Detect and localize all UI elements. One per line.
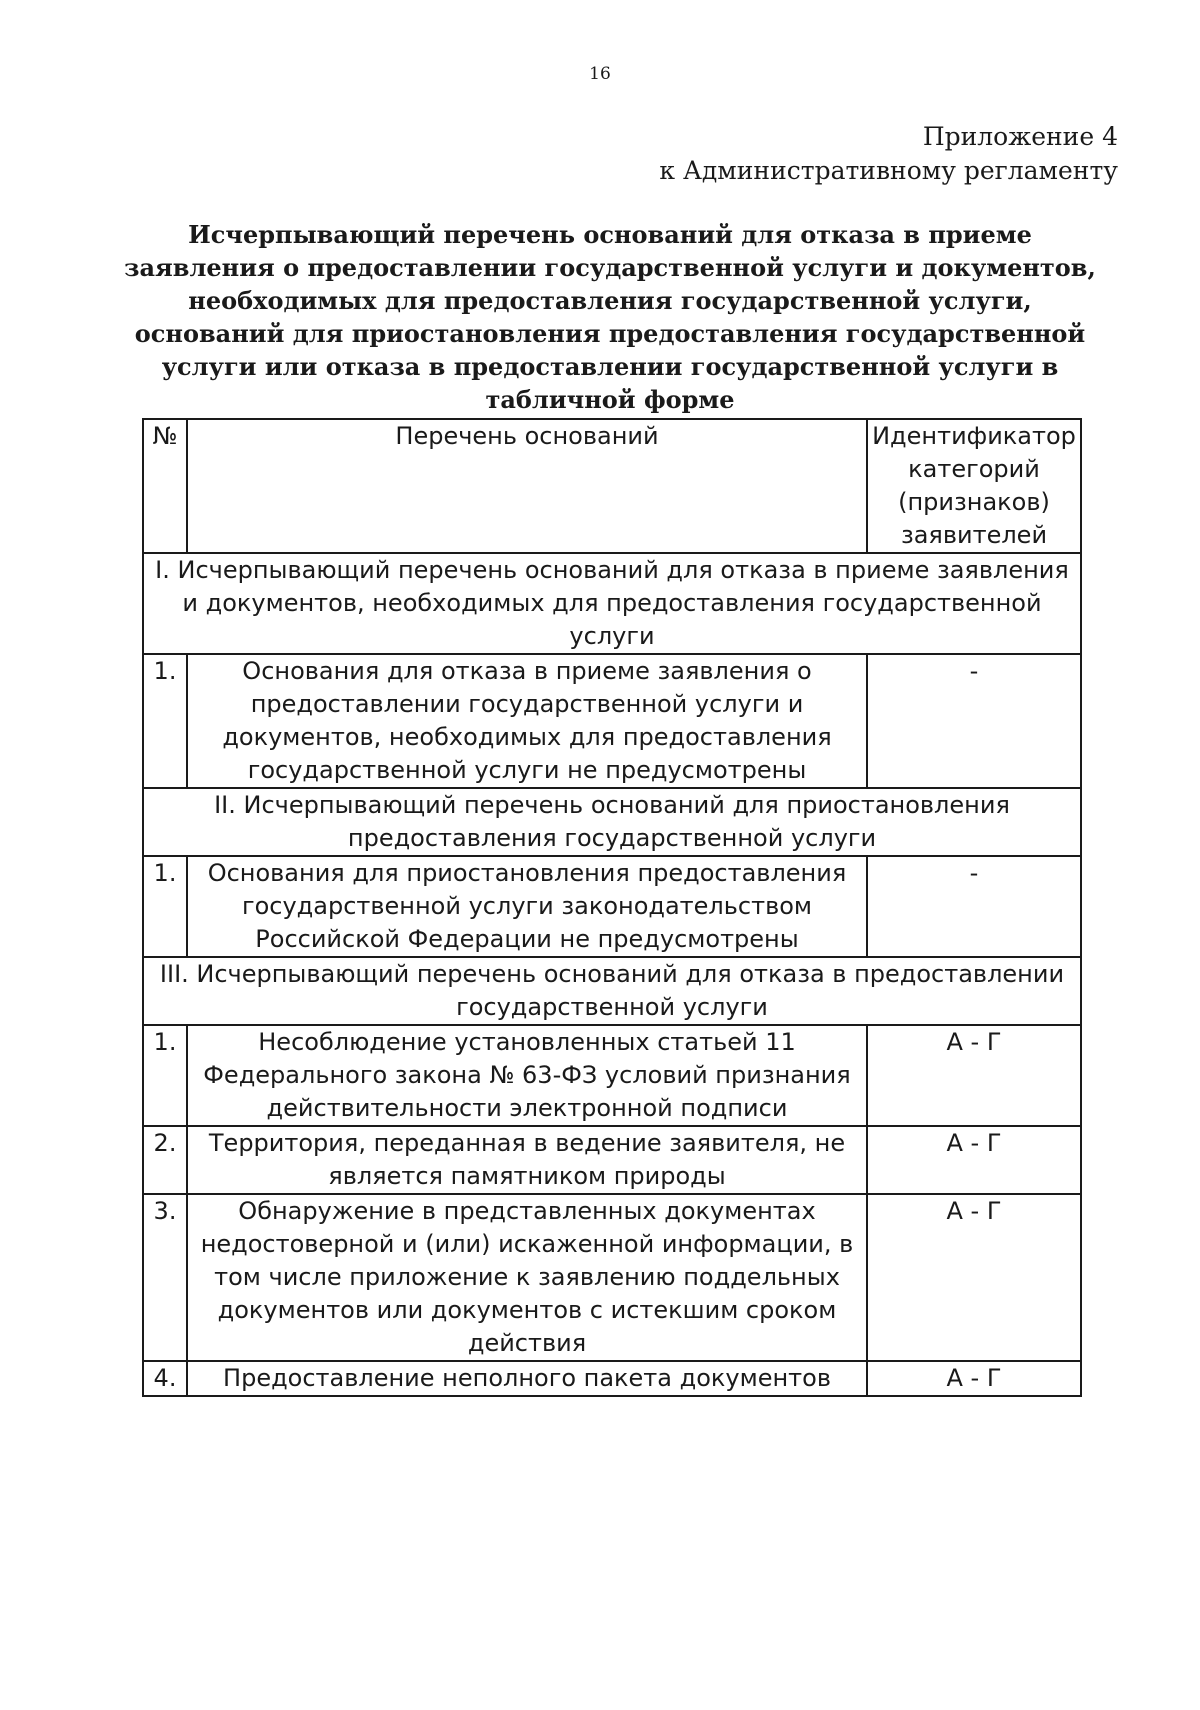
row-identifier: -	[867, 654, 1081, 788]
document-title: Исчерпывающий перечень оснований для отказа в приеме заявления о предоставлении государственной услуги и документов, необходимых для предоставления государственной услуги, оснований для приостановления предоставления государственной услуги или отказа в предоставлении государственной услуги в табличной форме	[124, 220, 1096, 414]
table-row	[143, 1194, 1081, 1361]
row-text: Территория, переданная в ведение заявителя, не является памятником природы	[187, 1126, 867, 1194]
row-number: 4.	[143, 1361, 187, 1396]
row-number: 1.	[143, 654, 187, 788]
row-text: Предоставление неполного пакета документов	[187, 1361, 867, 1396]
row-identifier: А - Г	[867, 1025, 1081, 1126]
table-header-row	[143, 419, 1081, 553]
row-text: Основания для отказа в приеме заявления о предоставлении государственной услуги и документов, необходимых для предоставления государственной услуги не предусмотрены	[187, 654, 867, 788]
row-identifier: А - Г	[867, 1194, 1081, 1361]
section-title: II. Исчерпывающий перечень оснований для приостановления предоставления государственной услуги	[143, 788, 1081, 856]
row-number: 1.	[143, 1025, 187, 1126]
header-number: №	[143, 419, 187, 553]
row-number: 2.	[143, 1126, 187, 1194]
section-row	[143, 957, 1081, 1025]
appendix-number: Приложение 4	[922, 122, 1118, 151]
row-number: 1.	[143, 856, 187, 957]
grounds-table	[142, 418, 1082, 1397]
row-identifier: А - Г	[867, 1361, 1081, 1396]
table-row	[143, 1025, 1081, 1126]
table-row	[143, 1126, 1081, 1194]
row-text: Обнаружение в представленных документах недостоверной и (или) искаженной информации, в том числе приложение к заявлению поддельных документов или документов с истекшим сроком действия	[187, 1194, 867, 1361]
row-text: Основания для приостановления предоставления государственной услуги законодательством Российской Федерации не предусмотрены	[187, 856, 867, 957]
section-title: III. Исчерпывающий перечень оснований для отказа в предоставлении государственной услуги	[143, 957, 1081, 1025]
table-row	[143, 856, 1081, 957]
appendix-heading	[659, 120, 1118, 188]
row-number: 3.	[143, 1194, 187, 1361]
page-number: 16	[589, 64, 611, 84]
section-title: I. Исчерпывающий перечень оснований для отказа в приеме заявления и документов, необходимых для предоставления государственной услуги	[143, 553, 1081, 654]
section-row	[143, 788, 1081, 856]
table-row	[143, 654, 1081, 788]
row-identifier: А - Г	[867, 1126, 1081, 1194]
section-row	[143, 553, 1081, 654]
table-row	[143, 1361, 1081, 1396]
row-text: Несоблюдение установленных статьей 11 Федерального закона № 63-ФЗ условий признания действительности электронной подписи	[187, 1025, 867, 1126]
appendix-reference: к Административному регламенту	[659, 156, 1118, 185]
row-identifier: -	[867, 856, 1081, 957]
header-grounds: Перечень оснований	[187, 419, 867, 553]
header-identifier: Идентификатор категорий (признаков) заявителей	[867, 419, 1081, 553]
